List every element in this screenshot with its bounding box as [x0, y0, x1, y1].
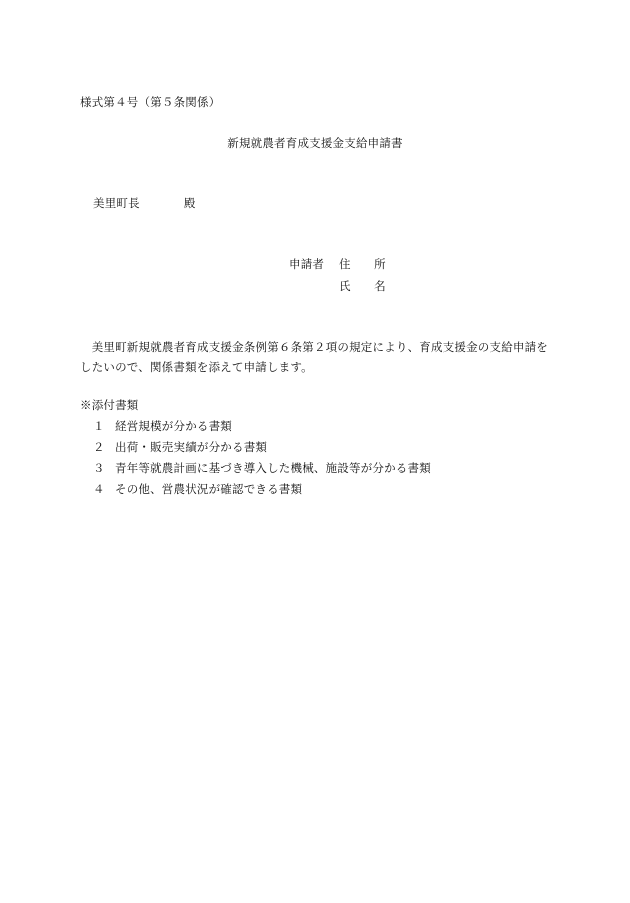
- attachment-number: ３: [93, 461, 105, 475]
- document-title: 新規就農者育成支援金支給申請書: [227, 136, 403, 150]
- address-label: 住 所: [339, 257, 396, 271]
- attachment-number: ２: [93, 440, 105, 454]
- attachment-number: １: [93, 419, 105, 433]
- recipient-name: 美里町長: [93, 196, 140, 210]
- attachment-text: 経営規模が分かる書類: [115, 419, 232, 433]
- body-paragraph: 美里町新規就農者育成支援金条例第６条第２項の規定により、育成支援金の支給申請をしたいので、関係書類を添えて申請します。: [80, 340, 548, 374]
- recipient-honorific: 殿: [183, 196, 196, 210]
- attachments-title: ※添付書類: [80, 398, 139, 412]
- attachment-item: [93, 442, 267, 454]
- attachment-number: ４: [93, 482, 105, 496]
- attachment-item: [93, 421, 232, 433]
- attachment-item: [93, 484, 302, 496]
- attachment-text: 出荷・販売実績が分かる書類: [115, 440, 268, 454]
- name-label: 氏 名: [339, 279, 396, 293]
- recipient: [93, 198, 196, 210]
- body-text: [80, 337, 552, 377]
- applicant-label: 申請者: [289, 257, 325, 271]
- form-number: 様式第４号（第５条関係）: [80, 95, 221, 109]
- attachment-text: その他、営農状況が確認できる書類: [115, 482, 303, 496]
- attachment-text: 青年等就農計画に基づき導入した機械、施設等が分かる書類: [115, 461, 431, 475]
- attachment-item: [93, 463, 431, 475]
